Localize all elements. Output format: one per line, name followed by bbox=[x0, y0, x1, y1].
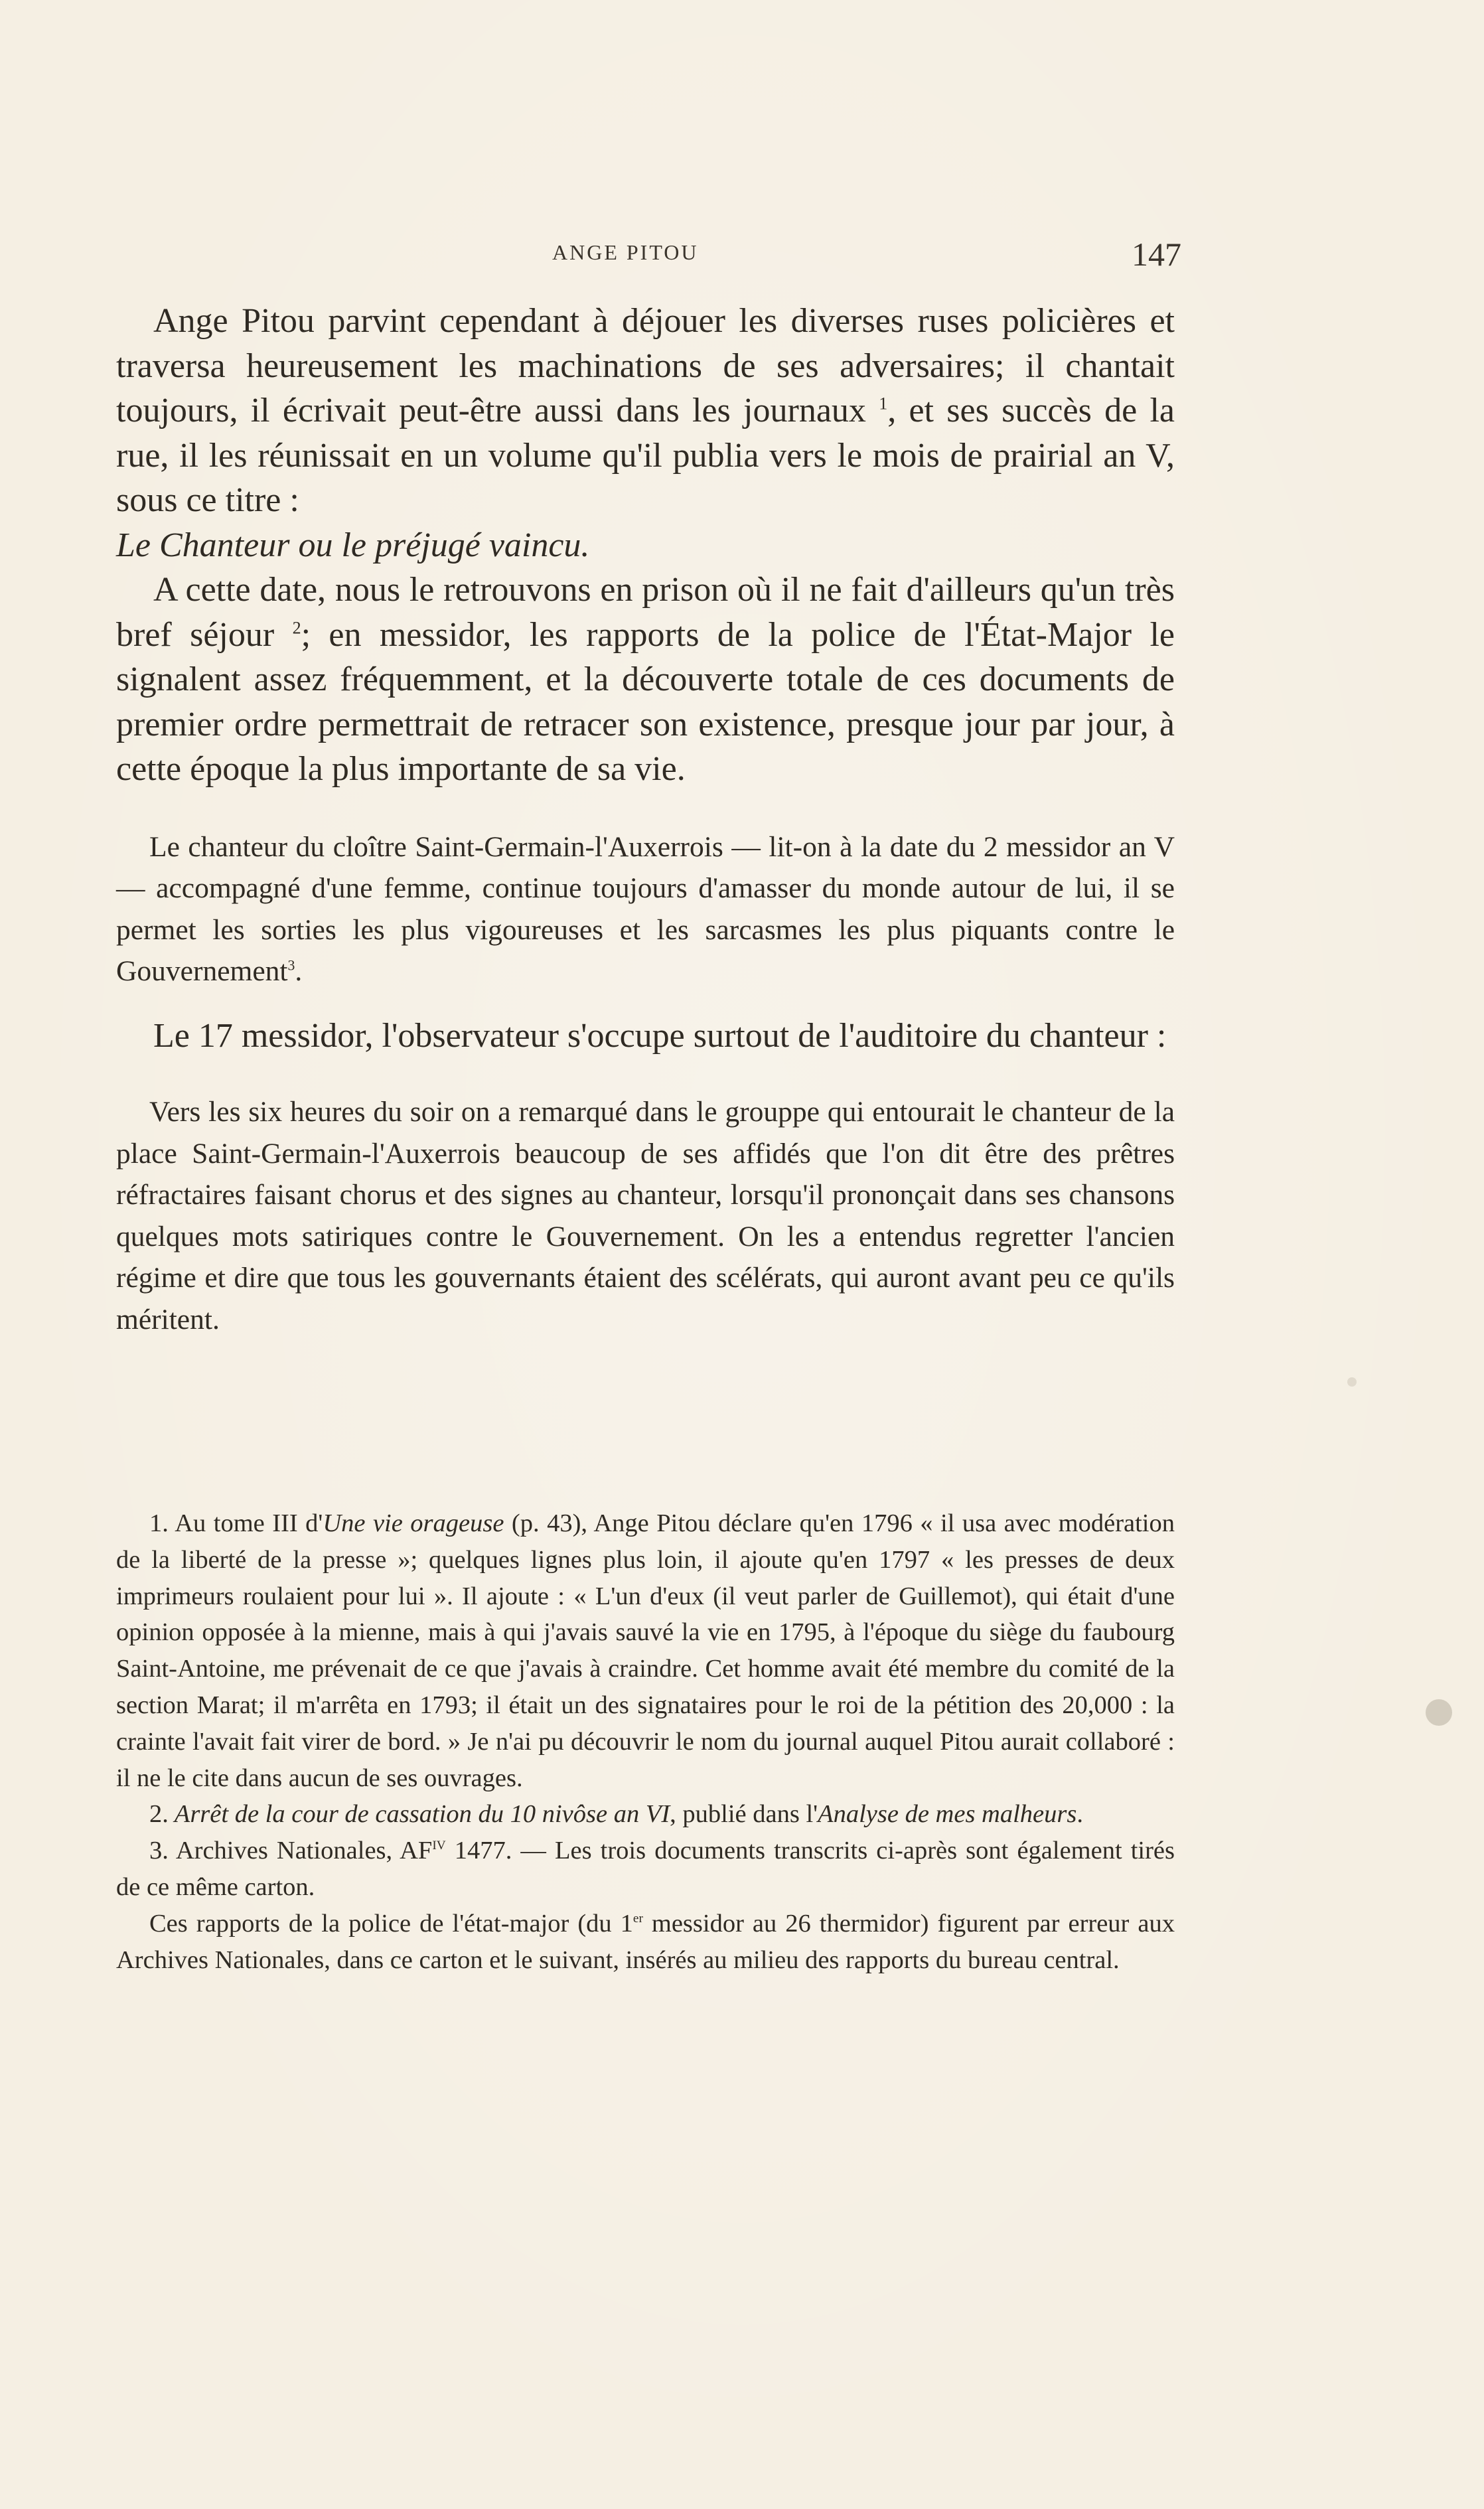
footnote-ref-3: 3 bbox=[287, 957, 295, 974]
book-title: Le Chanteur ou le préjugé vaincu. bbox=[116, 526, 590, 564]
paragraph-2-text-a: A cette date, nous le retrouvons en prison où il ne fait d'ailleurs qu'un très bref séjour bbox=[116, 571, 1175, 654]
footnote-3-num: 3. bbox=[149, 1837, 169, 1865]
footnote-1-num: 1. bbox=[149, 1509, 169, 1537]
footnote-4-sup: er bbox=[632, 1911, 643, 1926]
footnote-1-text-a: Au tome III d' bbox=[168, 1509, 323, 1537]
footnote-4-text-a: Ces rapports de la police de l'état-major (du 1 bbox=[149, 1909, 633, 1938]
footnote-1-title: Une vie orageuse bbox=[323, 1509, 504, 1537]
footnote-3 bbox=[116, 1833, 1175, 1906]
footnotes bbox=[116, 1505, 1175, 1978]
paper-stain bbox=[1426, 1699, 1452, 1726]
quote-1-end: . bbox=[295, 955, 303, 987]
footnote-ref-1: 1 bbox=[879, 394, 888, 414]
footnote-3-text-b: 1477. — Les trois documents transcrits ci-après sont également tirés de ce même carton. bbox=[116, 1837, 1175, 1901]
running-title: ANGE PITOU bbox=[552, 240, 699, 264]
footnote-3-text-a: Archives Nationales, AF bbox=[168, 1837, 433, 1865]
paragraph-3 bbox=[116, 1014, 1175, 1059]
quote-1-text: Le chanteur du cloître Saint-Germain-l'Auxerrois — lit-on à la date du 2 messidor an V — accompagné d'une femme, continue toujours d'amasser du monde autour de lui, il se permet les sorties les plus vigoureuses et les sarcasmes les plus piquants contre le Gouvernement bbox=[116, 830, 1175, 987]
page-number: 147 bbox=[1132, 236, 1181, 273]
footnote-1 bbox=[116, 1505, 1175, 1796]
main-text bbox=[116, 299, 1175, 1340]
footnote-ref-2: 2 bbox=[292, 618, 301, 638]
quote-2 bbox=[116, 1091, 1175, 1340]
paper-stain bbox=[1347, 1377, 1357, 1387]
footnote-2-text-b: . bbox=[1076, 1800, 1083, 1829]
paragraph-2 bbox=[116, 568, 1175, 792]
paragraph-1-text-a: Ange Pitou parvint cependant à déjouer les diverses ruses policières et traversa heureusement les machinations de ses adversaires; il chantait toujours, il écrivait peut-être aussi dans les journaux bbox=[116, 302, 1175, 429]
footnote-2-title-b: Analyse de mes malheurs bbox=[818, 1800, 1077, 1829]
footnote-2-title-a: Arrêt de la cour de cassation du 10 nivôse an VI bbox=[168, 1800, 670, 1829]
page-header bbox=[116, 236, 1181, 280]
paragraph-1-text-b: , et ses succès de la rue, il les réunissait en un volume qu'il publia vers le mois de prairial an V, sous ce titre : bbox=[116, 392, 1175, 519]
footnote-1-text-b: (p. 43), Ange Pitou déclare qu'en 1796 « il usa avec modération de la liberté de la presse »; quelques lignes plus loin, il ajoute qu'en 1797 « les presses de deux imprimeurs roulaient pour lui ». Il ajoute : « L'un d'eux (il veut parler de Guillemot), qui était d'une opinion opposée à la mienne, mais à qui j'avais sauvé la vie en 1795, à l'époque du siège du faubourg Saint-Antoine, me prévenait de ce que j'avais à craindre. Cet homme avait été membre du comité de la section Marat; il m'arrêta en 1793; il était un des signataires pour le roi de la pétition des 20,000 : la crainte l'avait fait virer de bord. » Je n'ai pu découvrir le nom du journal auquel Pitou aurait collaboré : il ne le cite dans aucun de ses ouvrages. bbox=[116, 1509, 1175, 1792]
footnote-4 bbox=[116, 1906, 1175, 1979]
footnote-3-sup: IV bbox=[432, 1839, 446, 1853]
paragraph-2-text-b: ; en messidor, les rapports de la police de l'État-Major le signalent assez fréquemment, et la découverte totale de ces documents de premier ordre permettrait de retracer son existence, presque jour par jour, à cette époque la plus importante de sa vie. bbox=[116, 615, 1175, 788]
footnote-2-num: 2. bbox=[149, 1800, 169, 1829]
quote-1 bbox=[116, 826, 1175, 992]
footnote-2 bbox=[116, 1796, 1175, 1833]
footnote-4-text-b: messidor au 26 thermidor) figurent par erreur aux Archives Nationales, dans ce carton et le suivant, insérés au milieu des rapports du bureau central. bbox=[116, 1909, 1175, 1974]
quote-2-text: Vers les six heures du soir on a remarqué dans le grouppe qui entourait le chanteur de la place Saint-Germain-l'Auxerrois beaucoup de ses affidés que l'on dit être des prêtres réfractaires faisant chorus et des signes au chanteur, lorsqu'il prononçait dans ses chansons quelques mots satiriques contre le Gouvernement. On les a entendus regretter l'ancien régime et dire que tous les gouvernants étaient des scélérats, qui auront avant peu ce qu'ils méritent. bbox=[116, 1096, 1175, 1335]
paragraph-1 bbox=[116, 299, 1175, 568]
paragraph-3-text: Le 17 messidor, l'observateur s'occupe surtout de l'auditoire du chanteur : bbox=[153, 1016, 1167, 1055]
footnote-2-text-a: , publié dans l' bbox=[670, 1800, 818, 1829]
